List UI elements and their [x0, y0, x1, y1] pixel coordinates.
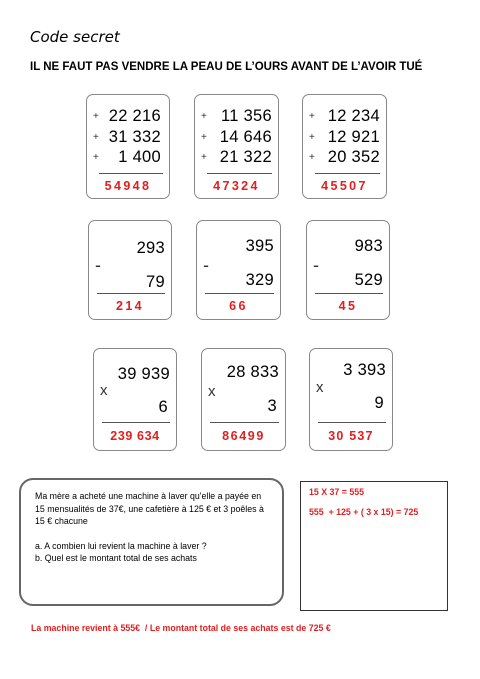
operand: 12 234	[327, 107, 380, 125]
times-sign: x	[208, 383, 216, 400]
solution-line-2: 555 + 125 + ( 3 x 15) = 725	[309, 507, 419, 517]
operand: 983	[354, 237, 383, 255]
operand: 79	[146, 273, 165, 291]
difference-rule	[315, 293, 383, 294]
question-a: a. A combien lui revient la machine à laver ?	[35, 540, 207, 551]
times-sign: x	[100, 382, 108, 399]
operand: 20 352	[327, 148, 380, 166]
answer: 45	[338, 299, 358, 313]
problem-box	[19, 478, 284, 606]
operand: 14 646	[219, 128, 272, 146]
answer: 66	[229, 299, 248, 313]
answer: 54948	[104, 179, 152, 193]
operand: 1 400	[118, 148, 161, 166]
multiplication-card	[201, 348, 286, 451]
addition-card	[86, 94, 170, 199]
plus-sign: +	[93, 132, 99, 143]
times-sign: x	[316, 379, 324, 396]
operand: 293	[136, 239, 165, 257]
multiplication-card	[93, 348, 177, 451]
answer: 86499	[222, 429, 265, 443]
operand: 3 393	[343, 361, 386, 379]
addition-card	[194, 94, 279, 199]
solution-box	[300, 481, 448, 611]
difference-rule	[205, 293, 274, 294]
multiplication-card	[309, 348, 393, 451]
plus-sign: +	[93, 152, 99, 163]
page-subtitle: Code secret	[30, 28, 120, 46]
subtraction-card	[196, 220, 281, 320]
answer: 239 634	[110, 429, 160, 443]
sum-rule	[315, 173, 380, 174]
answer: 47324	[213, 179, 260, 193]
plus-sign: +	[201, 111, 207, 122]
operand: 39 939	[117, 365, 170, 383]
operand: 11 356	[220, 107, 272, 125]
operand: 21 322	[219, 148, 272, 166]
problem-text: Ma mère a acheté une machine à laver qu'elle a payée en 15 mensualités de 37€, une cafetière à 125 € et 3 poêles à 15 € chacune	[35, 491, 264, 526]
plus-sign: +	[93, 111, 99, 122]
plus-sign: +	[309, 111, 315, 122]
operand: 22 216	[108, 107, 161, 125]
answer: 214	[115, 299, 145, 313]
page-title: IL NE FAUT PAS VENDRE LA PEAU DE L’OURS AVANT DE L’AVOIR TUÉ	[30, 61, 423, 73]
product-rule	[318, 422, 386, 423]
minus-sign: -	[95, 255, 101, 275]
subtraction-card	[306, 220, 390, 320]
minus-sign: -	[313, 255, 319, 275]
operand: 6	[158, 398, 168, 416]
answer: 45507	[321, 179, 368, 193]
question-b: b. Quel est le montant total de ses achats	[35, 553, 197, 563]
operand: 31 332	[108, 128, 161, 146]
plus-sign: +	[309, 132, 315, 143]
conclusion-text: La machine revient à 555€ / Le montant total de ses achats est de 725 €	[31, 623, 331, 633]
operand: 329	[245, 271, 274, 289]
product-rule	[102, 422, 170, 423]
operand: 12 921	[327, 128, 380, 146]
plus-sign: +	[201, 132, 207, 143]
plus-sign: +	[309, 152, 315, 163]
addition-card	[302, 94, 387, 199]
sum-rule	[99, 173, 163, 174]
operand: 529	[354, 271, 383, 289]
operand: 395	[245, 237, 274, 255]
solution-line-1: 15 X 37 = 555	[309, 487, 365, 497]
operand: 3	[267, 397, 277, 415]
operand: 28 833	[226, 363, 279, 381]
minus-sign: -	[203, 255, 209, 275]
answer: 30 537	[328, 429, 374, 443]
operand: 9	[374, 394, 384, 412]
sum-rule	[207, 173, 272, 174]
difference-rule	[97, 293, 165, 294]
product-rule	[210, 422, 279, 423]
plus-sign: +	[201, 152, 207, 163]
subtraction-card	[88, 220, 172, 320]
